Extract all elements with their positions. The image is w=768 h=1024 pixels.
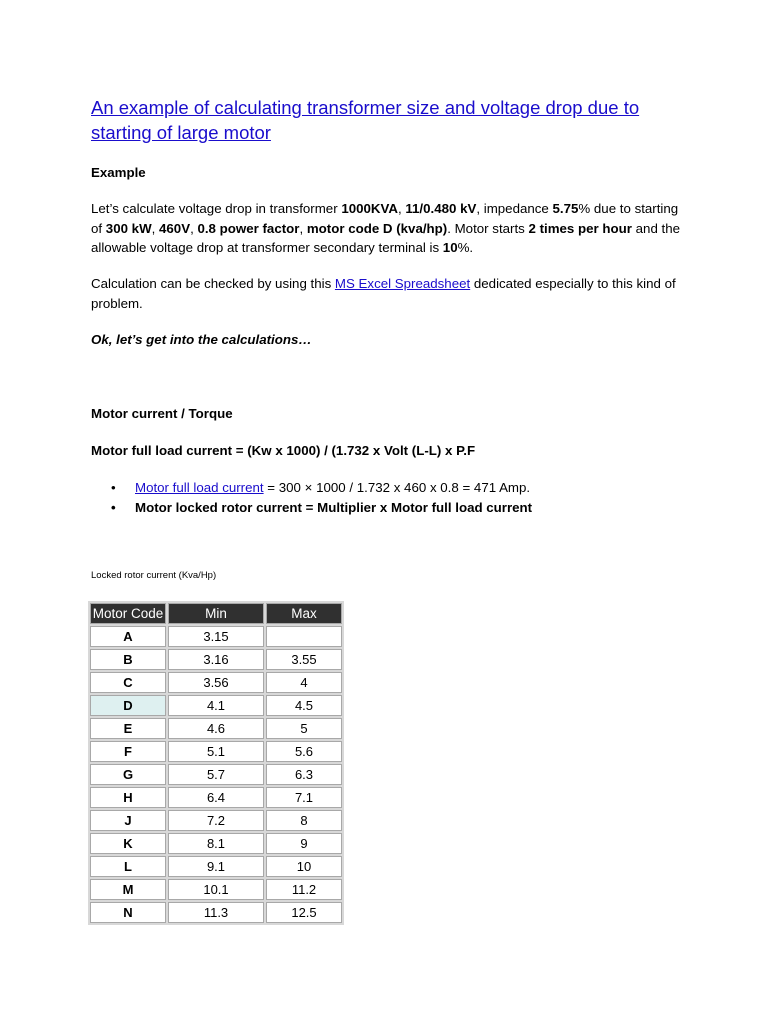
intro-line: Ok, let’s get into the calculations…	[91, 332, 312, 347]
locked-rotor-table	[88, 601, 344, 925]
header-max: Max	[266, 603, 342, 624]
cell-max: 4.5	[266, 695, 342, 716]
formula-line: Motor full load current = (Kw x 1000) / (1.732 x Volt (L-L) x P.F	[91, 443, 476, 458]
cell-max: 6.3	[266, 764, 342, 785]
cell-code: G	[90, 764, 166, 785]
cell-min: 9.1	[168, 856, 264, 877]
cell-min: 7.2	[168, 810, 264, 831]
cell-max: 3.55	[266, 649, 342, 670]
table-caption: Locked rotor current (Kva/Hp)	[91, 570, 217, 581]
header-min: Min	[168, 603, 264, 624]
cell-min: 10.1	[168, 879, 264, 900]
cell-min: 4.1	[168, 695, 264, 716]
full-load-current-link[interactable]: Motor full load current	[135, 480, 264, 495]
table-row	[90, 649, 342, 670]
cell-min: 5.7	[168, 764, 264, 785]
cell-code: J	[90, 810, 166, 831]
cell-min: 3.16	[168, 649, 264, 670]
spreadsheet-paragraph: Calculation can be checked by using this MS Excel Spreadsheet dedicated especially to this kind of problem.	[91, 276, 676, 311]
page-title-link[interactable]: An example of calculating transformer size and voltage drop due to starting of large motor	[91, 97, 640, 143]
cell-code: E	[90, 718, 166, 739]
cell-max: 12.5	[266, 902, 342, 923]
cell-max: 10	[266, 856, 342, 877]
table-row	[90, 764, 342, 785]
cell-code: H	[90, 787, 166, 808]
spreadsheet-link[interactable]: MS Excel Spreadsheet	[334, 276, 471, 291]
cell-min: 11.3	[168, 902, 264, 923]
table-row	[90, 902, 342, 923]
cell-max: 4	[266, 672, 342, 693]
cell-max: 8	[266, 810, 342, 831]
cell-min: 6.4	[168, 787, 264, 808]
table-row	[90, 672, 342, 693]
header-motor-code: Motor Code	[90, 603, 166, 624]
list-item: • Motor locked rotor current = Multiplier x Motor full load current	[91, 498, 691, 518]
table-row	[90, 718, 342, 739]
cell-min: 4.6	[168, 718, 264, 739]
cell-code: L	[90, 856, 166, 877]
table-row	[90, 879, 342, 900]
cell-min: 3.56	[168, 672, 264, 693]
cell-min: 5.1	[168, 741, 264, 762]
example-heading: Example	[91, 165, 146, 180]
cell-max: 9	[266, 833, 342, 854]
cell-max: 11.2	[266, 879, 342, 900]
cell-max: 5.6	[266, 741, 342, 762]
cell-code: F	[90, 741, 166, 762]
table-row	[90, 695, 342, 716]
table-row	[90, 833, 342, 854]
table-row	[90, 626, 342, 647]
table-row	[90, 787, 342, 808]
table-header-row	[90, 603, 342, 624]
cell-code: K	[90, 833, 166, 854]
cell-max	[266, 626, 342, 647]
bullet-list	[91, 478, 691, 517]
problem-statement: Let’s calculate voltage drop in transformer 1000KVA, 11/0.480 kV, impedance 5.75% due to starting of 300 kW, 460V, 0.8 power factor, motor code D (kva/hp). Motor starts 2 times per hour and the allowable voltage drop at transformer secondary terminal is 10%.	[91, 201, 681, 255]
table-row	[90, 741, 342, 762]
cell-code: A	[90, 626, 166, 647]
cell-code: D	[90, 695, 166, 716]
cell-min: 8.1	[168, 833, 264, 854]
cell-code: B	[90, 649, 166, 670]
list-item: • Motor full load current = 300 × 1000 / 1.732 x 460 x 0.8 = 471 Amp.	[91, 478, 691, 498]
section-heading: Motor current / Torque	[91, 406, 233, 421]
cell-max: 5	[266, 718, 342, 739]
cell-min: 3.15	[168, 626, 264, 647]
cell-max: 7.1	[266, 787, 342, 808]
cell-code: N	[90, 902, 166, 923]
table-row	[90, 856, 342, 877]
cell-code: M	[90, 879, 166, 900]
table-row	[90, 810, 342, 831]
cell-code: C	[90, 672, 166, 693]
